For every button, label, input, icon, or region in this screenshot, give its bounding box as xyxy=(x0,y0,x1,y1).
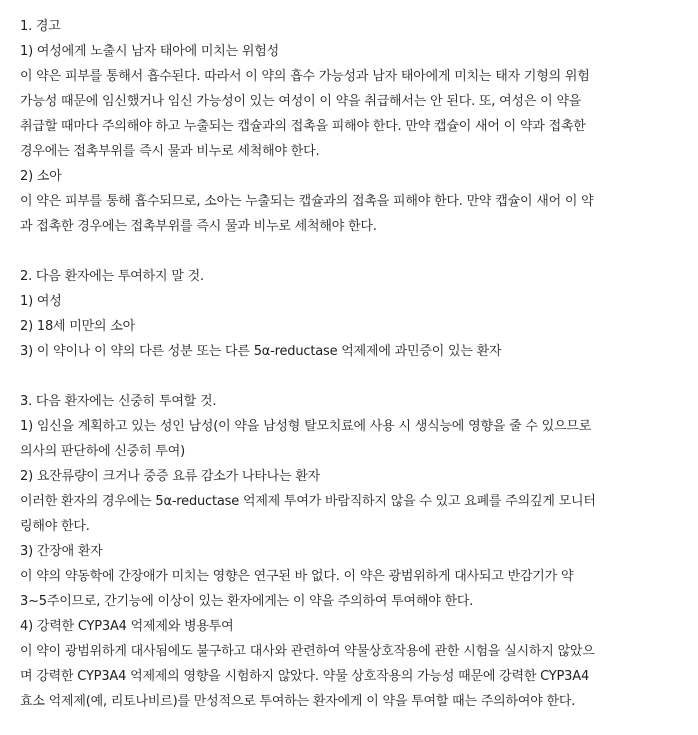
body-text-line: 과 접촉한 경우에는 접촉부위를 즉시 물과 비누로 세척해야 한다. xyxy=(20,219,377,234)
subsection-heading: 2) 요잔류량이 크거나 중증 요류 감소가 나타나는 환자 xyxy=(20,469,320,484)
body-text-line: 이러한 환자의 경우에는 5α-reductase 억제제 투여가 바람직하지 않을 수 있고 요폐를 주의깊게 모니터 xyxy=(20,494,596,509)
body-text-line: 이 약은 피부를 통해 흡수되므로, 소아는 누출되는 캡슐과의 접촉을 피해야 한다. 만약 캡슐이 새어 이 약 xyxy=(20,194,594,209)
section-2-heading: 2. 다음 환자에는 투여하지 말 것. xyxy=(20,269,204,284)
subsection-heading: 3) 간장애 환자 xyxy=(20,544,103,559)
body-text-line: 경우에는 접촉부위를 즉시 물과 비누로 세척해야 한다. xyxy=(20,144,320,159)
subsection-heading: 1) 여성에게 노출시 남자 태아에 미치는 위험성 xyxy=(20,44,279,59)
list-item: 3) 이 약이나 이 약의 다른 성분 또는 다른 5α-reductase 억제제에 과민증이 있는 환자 xyxy=(20,344,502,359)
body-text-line: 이 약이 광범위하게 대사됨에도 불구하고 대사와 관련하여 약물상호작용에 관한 시험을 실시하지 않았으 xyxy=(20,644,595,659)
body-text-line: 취급할 때마다 주의해야 하고 누출되는 캡슐과의 접촉을 피해야 한다. 만약 캡슐이 새어 이 약과 접촉한 xyxy=(20,119,586,134)
body-text-line: 효소 억제제(예, 리토나비르)를 만성적으로 투여하는 환자에게 이 약을 투여할 때는 주의하여야 한다. xyxy=(20,694,576,709)
list-item: 1) 여성 xyxy=(20,294,62,309)
list-item: 2) 18세 미만의 소아 xyxy=(20,319,136,334)
body-text-line: 이 약의 약동학에 간장애가 미치는 영향은 연구된 바 없다. 이 약은 광범위하게 대사되고 반감기가 약 xyxy=(20,569,574,584)
body-text-line: 이 약은 피부를 통해서 흡수된다. 따라서 이 약의 흡수 가능성과 남자 태아에게 미치는 태자 기형의 위험 xyxy=(20,69,590,84)
body-text-line: 3~5주이므로, 간기능에 이상이 있는 환자에게는 이 약을 주의하여 투여해야 한다. xyxy=(20,594,474,609)
body-text-line: 링해야 한다. xyxy=(20,519,90,534)
subsection-heading: 1) 임신을 계획하고 있는 성인 남성(이 약을 남성형 탈모치료에 사용 시 생식능에 영향을 줄 수 있으므로 xyxy=(20,419,592,434)
section-1-heading: 1. 경고 xyxy=(20,19,61,34)
body-text-line: 의사의 판단하에 신중히 투여) xyxy=(20,444,185,459)
body-text-line: 며 강력한 CYP3A4 억제제의 영향을 시험하지 않았다. 약물 상호작용의 가능성 때문에 강력한 CYP3A4 xyxy=(20,669,590,684)
subsection-heading: 2) 소아 xyxy=(20,169,62,184)
section-3-heading: 3. 다음 환자에는 신중히 투여할 것. xyxy=(20,394,217,409)
subsection-heading: 4) 강력한 CYP3A4 억제제와 병용투여 xyxy=(20,619,234,634)
body-text-line: 가능성 때문에 임신했거나 임신 가능성이 있는 여성이 이 약을 취급해서는 안 된다. 또, 여성은 이 약을 xyxy=(20,94,582,109)
